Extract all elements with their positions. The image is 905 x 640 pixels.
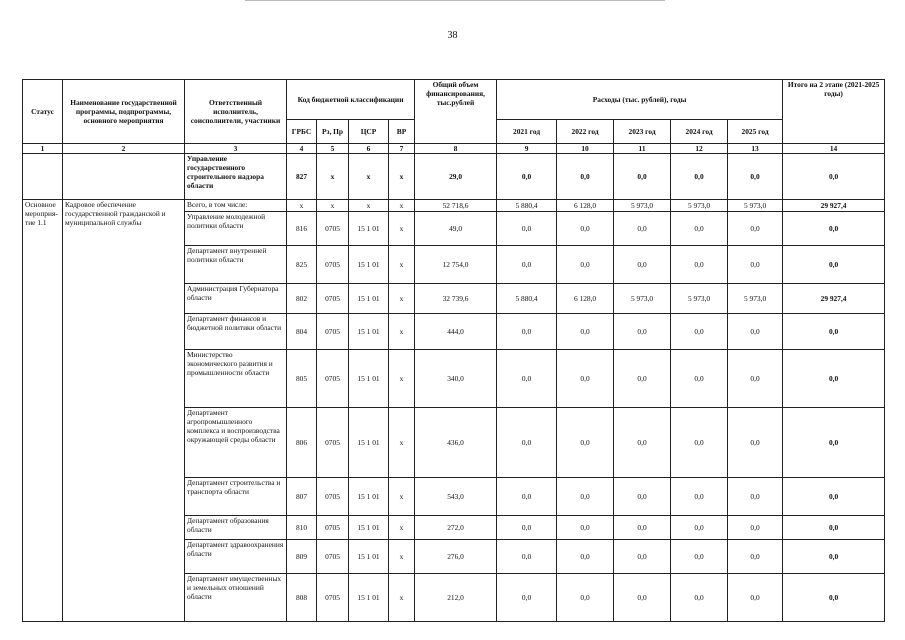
csr-cell: 15 1 01 [349, 540, 389, 574]
stage-total-cell: 0,0 [783, 350, 885, 408]
csr-cell: 15 1 01 [349, 516, 389, 540]
vr-cell: х [389, 478, 415, 516]
header-rz-pr: Рз, Пр [317, 120, 349, 144]
y2023-cell: 0,0 [614, 478, 671, 516]
page-number: 38 [447, 30, 458, 41]
status-cell [23, 154, 63, 200]
column-number: 7 [389, 144, 415, 154]
y2024-cell: 0,0 [671, 408, 728, 478]
y2022-cell: 0,0 [557, 154, 614, 200]
grbs-cell: х [287, 200, 317, 212]
y2024-cell: 0,0 [671, 478, 728, 516]
stage-total-cell: 0,0 [783, 540, 885, 574]
rz-cell: 0705 [317, 314, 349, 350]
rz-cell: 0705 [317, 516, 349, 540]
y2024-cell: 0,0 [671, 516, 728, 540]
y2025-cell: 0,0 [728, 350, 783, 408]
y2023-cell: 0,0 [614, 540, 671, 574]
executor-cell: Департамент имущественных и земельных отношений области [185, 574, 287, 622]
y2023-cell: 0,0 [614, 154, 671, 200]
y2021-cell: 0,0 [497, 350, 557, 408]
total-cell: 32 739,6 [415, 284, 497, 314]
y2025-cell: 0,0 [728, 154, 783, 200]
y2021-cell: 0,0 [497, 408, 557, 478]
header-year-2024: 2024 год [671, 120, 728, 144]
y2023-cell: 0,0 [614, 246, 671, 284]
y2021-cell: 5 880,4 [497, 200, 557, 212]
rz-cell: 0705 [317, 246, 349, 284]
total-cell: 444,0 [415, 314, 497, 350]
grbs-cell: 805 [287, 350, 317, 408]
grbs-cell: 809 [287, 540, 317, 574]
y2023-cell: 0,0 [614, 212, 671, 246]
y2021-cell: 0,0 [497, 246, 557, 284]
vr-cell: х [389, 154, 415, 200]
y2024-cell: 5 973,0 [671, 200, 728, 212]
total-cell: 276,0 [415, 540, 497, 574]
csr-cell: 15 1 01 [349, 246, 389, 284]
total-cell: 436,0 [415, 408, 497, 478]
y2025-cell: 0,0 [728, 314, 783, 350]
y2025-cell: 0,0 [728, 408, 783, 478]
csr-cell: 15 1 01 [349, 314, 389, 350]
y2024-cell: 0,0 [671, 350, 728, 408]
csr-cell: х [349, 154, 389, 200]
rz-cell: 0705 [317, 284, 349, 314]
column-number: 9 [497, 144, 557, 154]
grbs-cell: 816 [287, 212, 317, 246]
y2023-cell: 0,0 [614, 350, 671, 408]
y2025-cell: 5 973,0 [728, 200, 783, 212]
y2025-cell: 0,0 [728, 478, 783, 516]
page-top-rule [245, 0, 665, 1]
header-expenses: Расходы (тыс. рублей), годы [497, 80, 783, 120]
vr-cell: х [389, 246, 415, 284]
grbs-cell: 827 [287, 154, 317, 200]
grbs-cell: 802 [287, 284, 317, 314]
y2021-cell: 0,0 [497, 478, 557, 516]
vr-cell: х [389, 200, 415, 212]
csr-cell: 15 1 01 [349, 284, 389, 314]
column-number: 1 [23, 144, 63, 154]
executor-cell: Департамент здравоохранения области [185, 540, 287, 574]
y2021-cell: 0,0 [497, 212, 557, 246]
y2022-cell: 0,0 [557, 350, 614, 408]
y2022-cell: 6 128,0 [557, 284, 614, 314]
header-grbs: ГРБС [287, 120, 317, 144]
total-cell: 52 718,6 [415, 200, 497, 212]
y2024-cell: 0,0 [671, 314, 728, 350]
y2023-cell: 0,0 [614, 408, 671, 478]
csr-cell: 15 1 01 [349, 478, 389, 516]
stage-total-cell: 0,0 [783, 212, 885, 246]
y2023-cell: 0,0 [614, 574, 671, 622]
rz-cell: 0705 [317, 574, 349, 622]
column-number-row [23, 144, 885, 154]
header-csr: ЦСР [349, 120, 389, 144]
y2022-cell: 0,0 [557, 314, 614, 350]
grbs-cell: 808 [287, 574, 317, 622]
stage-total-cell: 0,0 [783, 314, 885, 350]
rz-cell: х [317, 200, 349, 212]
vr-cell: х [389, 516, 415, 540]
header-year-2022: 2022 год [557, 120, 614, 144]
header-budget-code: Код бюджетной классификации [287, 80, 415, 120]
y2021-cell: 0,0 [497, 516, 557, 540]
executor-cell: Департамент агропромышленного комплекса и воспроизводства окружающей среды области [185, 408, 287, 478]
y2022-cell: 0,0 [557, 478, 614, 516]
rz-cell: 0705 [317, 540, 349, 574]
executor-cell: Администрация Губернатора области [185, 284, 287, 314]
column-number: 14 [783, 144, 885, 154]
grbs-cell: 806 [287, 408, 317, 478]
grbs-cell: 810 [287, 516, 317, 540]
stage-total-cell: 0,0 [783, 408, 885, 478]
table-row [23, 154, 885, 200]
grbs-cell: 807 [287, 478, 317, 516]
y2021-cell: 0,0 [497, 574, 557, 622]
rz-cell: 0705 [317, 350, 349, 408]
executor-cell: Департамент образования области [185, 516, 287, 540]
header-year-2025: 2025 год [728, 120, 783, 144]
grbs-cell: 825 [287, 246, 317, 284]
total-cell: 12 754,0 [415, 246, 497, 284]
y2025-cell: 0,0 [728, 246, 783, 284]
column-number: 13 [728, 144, 783, 154]
y2022-cell: 6 128,0 [557, 200, 614, 212]
header-year-2021: 2021 год [497, 120, 557, 144]
y2022-cell: 0,0 [557, 540, 614, 574]
y2022-cell: 0,0 [557, 212, 614, 246]
executor-cell: Всего, в том числе: [185, 200, 287, 212]
y2022-cell: 0,0 [557, 516, 614, 540]
total-cell: 272,0 [415, 516, 497, 540]
vr-cell: х [389, 350, 415, 408]
column-number: 5 [317, 144, 349, 154]
y2023-cell: 0,0 [614, 314, 671, 350]
csr-cell: 15 1 01 [349, 212, 389, 246]
main-event-status: Основное мероприя-тие 1.1 [23, 200, 63, 622]
header-executor: Ответственный исполнитель, соисполнители, участники [185, 80, 287, 144]
rz-cell: х [317, 154, 349, 200]
y2025-cell: 0,0 [728, 540, 783, 574]
budget-table [22, 79, 885, 622]
header-total-volume: Общий объем финансирования, тыс.рублей [415, 80, 497, 144]
stage-total-cell: 0,0 [783, 246, 885, 284]
executor-cell: Департамент строительства и транспорта области [185, 478, 287, 516]
vr-cell: х [389, 408, 415, 478]
stage-total-cell: 0,0 [783, 516, 885, 540]
y2021-cell: 0,0 [497, 154, 557, 200]
executor-cell: Департамент финансов и бюджетной политики области [185, 314, 287, 350]
y2021-cell: 0,0 [497, 314, 557, 350]
y2022-cell: 0,0 [557, 574, 614, 622]
executor-cell: Департамент внутренней политики области [185, 246, 287, 284]
vr-cell: х [389, 212, 415, 246]
stage-total-cell: 0,0 [783, 154, 885, 200]
y2022-cell: 0,0 [557, 408, 614, 478]
column-number: 2 [63, 144, 185, 154]
y2023-cell: 5 973,0 [614, 200, 671, 212]
header-status: Статус [23, 80, 63, 144]
total-cell: 49,0 [415, 212, 497, 246]
column-number: 8 [415, 144, 497, 154]
y2024-cell: 0,0 [671, 154, 728, 200]
grbs-cell: 804 [287, 314, 317, 350]
header-year-2023: 2023 год [614, 120, 671, 144]
column-number: 6 [349, 144, 389, 154]
stage-total-cell: 0,0 [783, 574, 885, 622]
y2021-cell: 0,0 [497, 540, 557, 574]
column-number: 11 [614, 144, 671, 154]
column-number: 4 [287, 144, 317, 154]
csr-cell: 15 1 01 [349, 408, 389, 478]
column-number: 10 [557, 144, 614, 154]
table-row [23, 200, 885, 212]
y2025-cell: 0,0 [728, 516, 783, 540]
column-number: 3 [185, 144, 287, 154]
rz-cell: 0705 [317, 478, 349, 516]
csr-cell: х [349, 200, 389, 212]
total-cell: 212,0 [415, 574, 497, 622]
total-cell: 340,0 [415, 350, 497, 408]
stage-total-cell: 0,0 [783, 478, 885, 516]
vr-cell: х [389, 284, 415, 314]
vr-cell: х [389, 540, 415, 574]
csr-cell: 15 1 01 [349, 574, 389, 622]
main-event-name: Кадровое обеспечение государственной гражданской и муниципальной службы [63, 200, 185, 622]
y2024-cell: 0,0 [671, 540, 728, 574]
y2025-cell: 5 973,0 [728, 284, 783, 314]
vr-cell: х [389, 314, 415, 350]
y2025-cell: 0,0 [728, 212, 783, 246]
y2024-cell: 0,0 [671, 574, 728, 622]
rz-cell: 0705 [317, 212, 349, 246]
y2025-cell: 0,0 [728, 574, 783, 622]
y2024-cell: 0,0 [671, 246, 728, 284]
executor-cell: Управление государственного строительного надзора области [185, 154, 287, 200]
y2023-cell: 0,0 [614, 516, 671, 540]
vr-cell: х [389, 574, 415, 622]
y2023-cell: 5 973,0 [614, 284, 671, 314]
rz-cell: 0705 [317, 408, 349, 478]
header-name: Наименование государственной программы, подпрограммы, основного мероприятия [63, 80, 185, 144]
stage-total-cell: 29 927,4 [783, 284, 885, 314]
header-row-top [23, 80, 885, 120]
name-cell [63, 154, 185, 200]
column-number: 12 [671, 144, 728, 154]
executor-cell: Министерство экономического развития и промышленности области [185, 350, 287, 408]
y2024-cell: 5 973,0 [671, 284, 728, 314]
total-cell: 29,0 [415, 154, 497, 200]
y2024-cell: 0,0 [671, 212, 728, 246]
stage-total-cell: 29 927,4 [783, 200, 885, 212]
header-vr: ВР [389, 120, 415, 144]
y2021-cell: 5 880,4 [497, 284, 557, 314]
total-cell: 543,0 [415, 478, 497, 516]
y2022-cell: 0,0 [557, 246, 614, 284]
csr-cell: 15 1 01 [349, 350, 389, 408]
executor-cell: Управление молодежной политики области [185, 212, 287, 246]
header-stage-total: Итого на 2 этапе (2021-2025 годы) [783, 80, 885, 144]
